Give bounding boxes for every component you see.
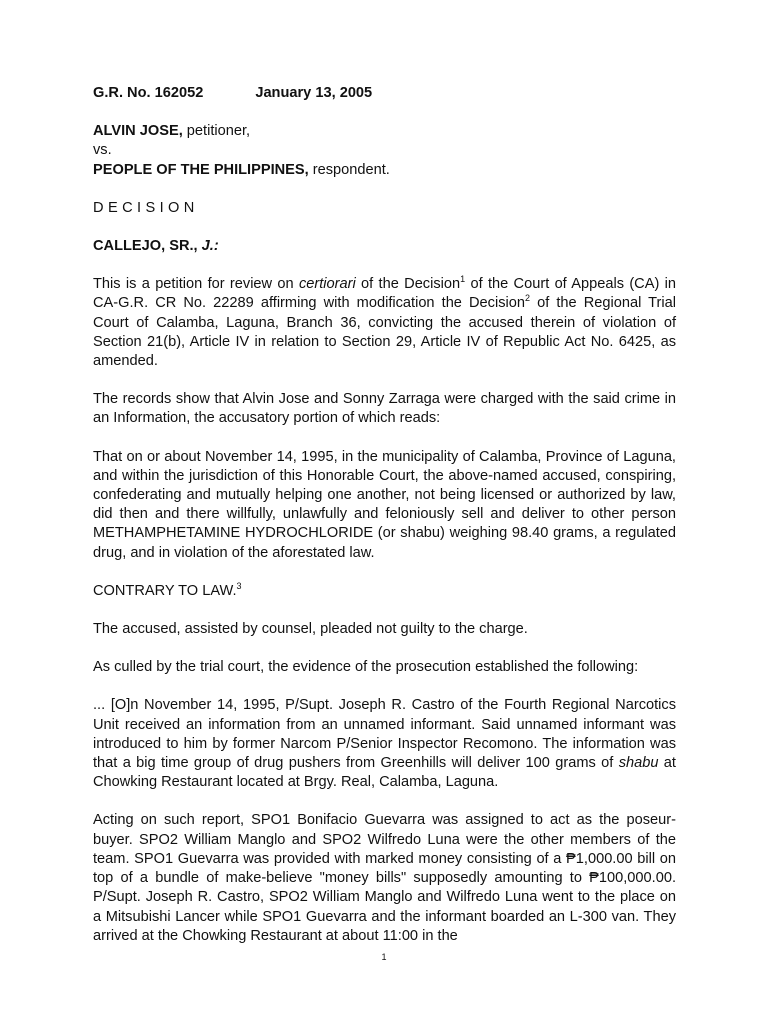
paragraph-petition-text-1: This is a petition for review on: [93, 276, 299, 293]
paragraph-petition: [93, 275, 676, 371]
case-number: G.R. No. 162052: [93, 85, 204, 101]
paragraph-petition-text-3: of the Court of Appeals (CA) in CA-G.R. CR No. 22289 affirming with modification the Decision: [93, 276, 676, 312]
paragraph-information: That on or about November 14, 1995, in the municipality of Calamba, Province of Laguna, and within the jurisdiction of this Honorable Court, the above-named accused, conspiring, confederating and mutually helping one another, not being licensed or authorized by law, did then and there willfully, unlawfully and feloniously sell and deliver to other person METHAMPHETAMINE HYDROCHLORIDE (or shabu) weighing 98.40 grams, a regulated drug, and in violation of the aforestated law.: [93, 448, 676, 561]
ponente-title: J.:: [201, 238, 219, 255]
footnote-ref-3[interactable]: 3: [236, 581, 242, 591]
respondent-line: [93, 161, 676, 180]
paragraph-buybust: Acting on such report, SPO1 Bonifacio Guevarra was assigned to act as the poseur-buyer. SPO2 William Manglo and SPO2 Wilfredo Luna were the other members of the team. SPO1 Guevarra was provided with marked money consisting of a ₱1,000.00 bill on top of a bundle of make-believe "money bills" supposedly amounting to ₱100,000.00. P/Supt. Joseph R. Castro, SPO2 William Manglo and Wilfredo Luna went to the place on a Mitsubishi Lancer while SPO1 Guevarra and the informant boarded an L-300 van. They arrived at the Chowking Restaurant at about 11:00 in the: [93, 812, 676, 944]
paragraph-informant-text-1: ... [O]n November 14, 1995, P/Supt. Joseph R. Castro of the Fourth Regional Narcotics Unit received an information from an unnamed informant. Said unnamed informant was introduced to him by former Narcom P/Senior Inspector Recomono. The information was that a big time group of drug pushers from Greenhills will deliver 100 grams of: [93, 697, 676, 772]
paragraph-petition-text-2: of the Decision: [355, 276, 461, 293]
respondent-role: respondent.: [308, 161, 390, 178]
paragraph-informant: [93, 696, 676, 792]
versus-line: vs.: [93, 142, 112, 159]
ponente-name: CALLEJO, SR.,: [93, 238, 202, 255]
case-date: January 13, 2005: [255, 85, 373, 101]
paragraph-petition-text-4: of the Regional Trial Court of Calamba, Laguna, Branch 36, convicting the accused therein of violation of Section 21(b), Article IV in relation to Section 29, Article IV of Republic Act No. 6425, as amended.: [93, 295, 676, 370]
paragraph-records: The records show that Alvin Jose and Sonny Zarraga were charged with the said crime in an Information, the accusatory portion of which reads:: [93, 391, 676, 427]
contrary-text: CONTRARY TO LAW.: [93, 582, 237, 599]
petitioner-name: ALVIN JOSE,: [93, 123, 183, 140]
page-number: 1: [381, 952, 387, 962]
footnote-ref-1[interactable]: 1: [460, 274, 466, 285]
petitioner-role: petitioner,: [182, 123, 251, 140]
paragraph-informant-text-2: at Chowking Restaurant located at Brgy. Real, Calamba, Laguna.: [93, 755, 676, 791]
paragraph-contrary: [93, 582, 676, 601]
paragraph-culled: As culled by the trial court, the evidence of the prosecution established the following:: [93, 659, 639, 676]
case-header: [93, 84, 676, 103]
decision-heading: DECISION: [93, 199, 199, 216]
paragraph-plea: The accused, assisted by counsel, pleaded not guilty to the charge.: [93, 621, 528, 638]
respondent-name: PEOPLE OF THE PHILIPPINES,: [93, 161, 309, 178]
footnote-ref-2[interactable]: 2: [524, 293, 530, 304]
petitioner-line: [93, 122, 676, 141]
ponente-line: [93, 237, 676, 256]
shabu-term: shabu: [618, 755, 659, 772]
document-page: [93, 84, 676, 965]
certiorari-term: certiorari: [298, 276, 356, 293]
